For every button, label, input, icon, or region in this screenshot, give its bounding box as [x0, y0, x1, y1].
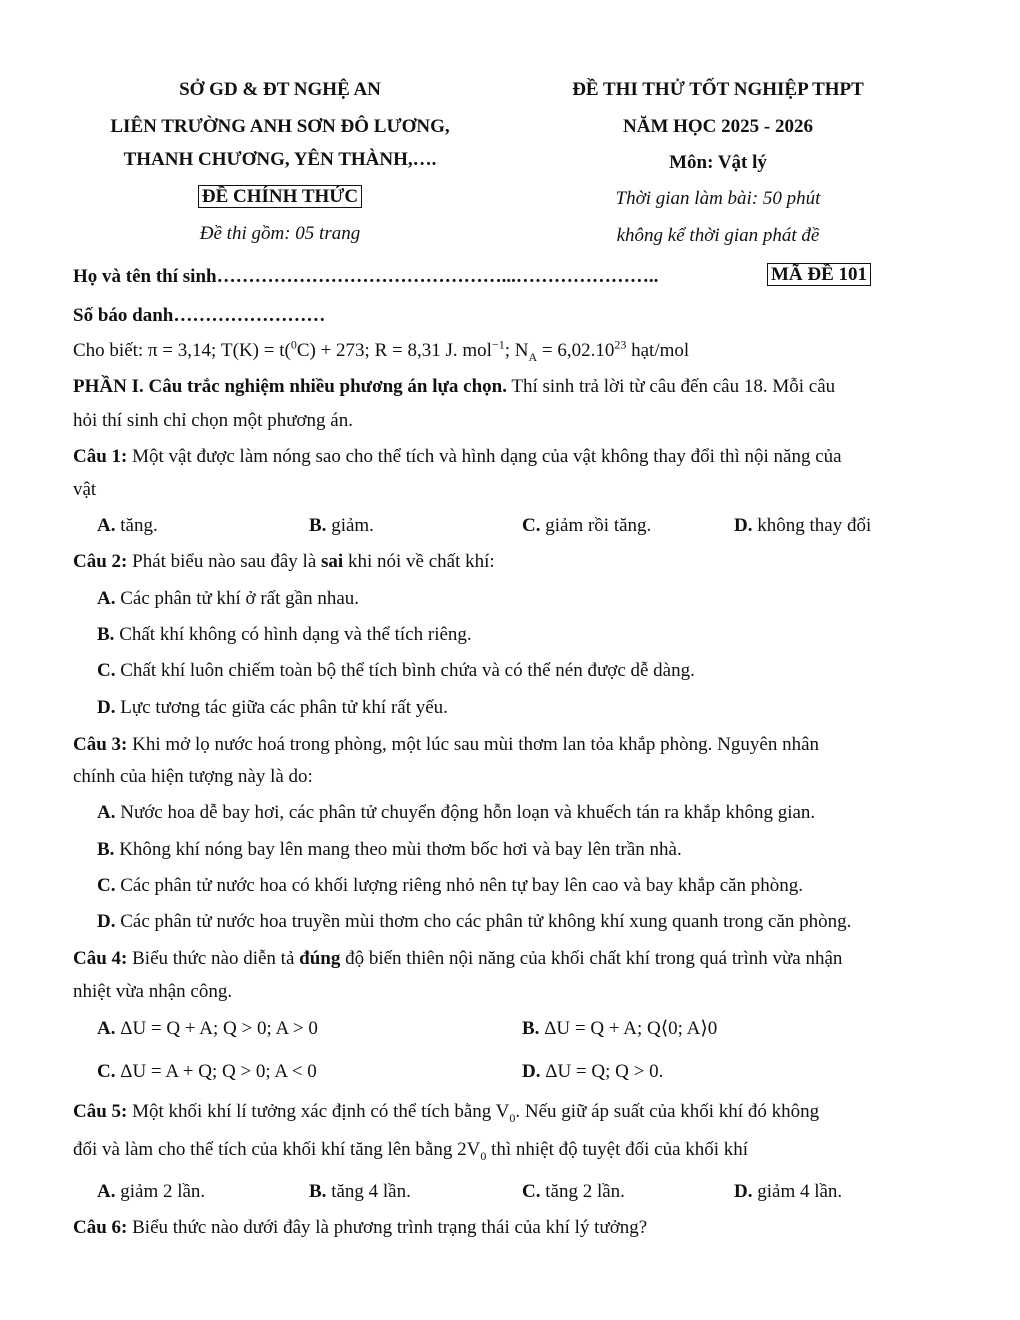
header-school-2: THANH CHƯƠNG, YÊN THÀNH,….: [123, 149, 437, 170]
q2-option-b: B. Chất khí không có hình dạng và thể tích riêng.: [97, 624, 472, 645]
official-label: ĐỀ CHÍNH THỨC: [198, 185, 362, 208]
question-5-label: Câu 5:: [73, 1101, 128, 1122]
question-5: [73, 1100, 819, 1124]
question-3-label: Câu 3:: [73, 734, 128, 755]
question-1-text: Một vật được làm nóng sao cho thể tích và hình dạng của vật không thay đổi thì nội năng của: [127, 446, 842, 467]
question-5-text-a: Một khối khí lí tưởng xác định có thể tích bằng V: [127, 1101, 510, 1122]
question-3-text-2: chính của hiện tượng này là do:: [73, 766, 313, 787]
q5-option-c: C. tăng 2 lần.: [522, 1181, 625, 1202]
part1-instructions: Thí sinh trả lời từ câu đến câu 18. Mỗi câu: [506, 376, 836, 397]
question-5-text-c: đổi và làm cho thể tích của khối khí tăng lên bằng 2V: [73, 1139, 481, 1160]
school-year: NĂM HỌC 2025 - 2026: [623, 116, 813, 137]
question-2-emphasis: sai: [321, 551, 344, 572]
part1-instructions-2: hỏi thí sinh chỉ chọn một phương án.: [73, 410, 353, 431]
question-5-sub-0b: 0: [480, 1148, 487, 1163]
q5-option-a: A. giảm 2 lần.: [97, 1181, 206, 1202]
given-sup-0: 0: [290, 337, 297, 352]
given-sub-a: A: [528, 349, 538, 364]
q1-option-b: B. giảm.: [309, 515, 374, 536]
given-constants: [73, 339, 689, 363]
exam-title: ĐỀ THI THỬ TỐT NGHIỆP THPT: [572, 79, 864, 100]
question-2-text-a: Phát biểu nào sau đây là: [127, 551, 322, 572]
q4-option-c: C. ΔU = A + Q; Q > 0; A < 0: [97, 1061, 317, 1082]
candidate-id-line: Số báo danh……………………: [73, 305, 326, 326]
header-dept: SỞ GD & ĐT NGHỆ AN: [179, 79, 381, 100]
given-mid-3: = 6,02.10: [537, 340, 615, 361]
given-mid-2: ; N: [504, 340, 529, 361]
question-3-text: Khi mở lọ nước hoá trong phòng, một lúc sau mùi thơm lan tỏa khắp phòng. Nguyên nhân: [127, 734, 820, 755]
question-4-text-b: độ biến thiên nội năng của khối chất khí trong quá trình vừa nhận: [340, 948, 843, 969]
q4-option-a: A. ΔU = Q + A; Q > 0; A > 0: [97, 1018, 318, 1039]
q1-option-a: A. tăng.: [97, 515, 158, 536]
q3-option-c: C. Các phân tử nước hoa có khối lượng riêng nhỏ nên tự bay lên cao và bay khắp căn phòng.: [97, 875, 804, 896]
q4-option-b: B. ΔU = Q + A; Q⟨0; A⟩0: [522, 1018, 718, 1039]
question-5-line-2: [73, 1138, 748, 1162]
question-4-text-2: nhiệt vừa nhận công.: [73, 981, 233, 1002]
part1-heading: [73, 375, 835, 399]
q1-option-d: D. không thay đổi: [734, 515, 872, 536]
q3-option-b: B. Không khí nóng bay lên mang theo mùi thơm bốc hơi và bay lên trần nhà.: [97, 839, 682, 860]
q3-option-a: A. Nước hoa dễ bay hơi, các phân tử chuyển động hỗn loạn và khuếch tán ra khắp không gian.: [97, 802, 816, 823]
question-2-label: Câu 2:: [73, 551, 128, 572]
question-6-text: Biểu thức nào dưới đây là phương trình trạng thái của khí lý tưởng?: [127, 1217, 648, 1238]
time-note: không kể thời gian phát đề: [616, 225, 820, 246]
time-limit: Thời gian làm bài: 50 phút: [615, 188, 821, 209]
question-4-text-a: Biểu thức nào diễn tả: [127, 948, 300, 969]
q2-option-a: A. Các phân tử khí ở rất gần nhau.: [97, 588, 360, 609]
given-mid-1: C) + 273; R = 8,31 J. mol: [296, 340, 492, 361]
question-3: [73, 733, 819, 757]
q2-option-d: D. Lực tương tác giữa các phân tử khí rất yếu.: [97, 697, 448, 718]
question-1: [73, 445, 842, 469]
question-1-text-2: vật: [73, 479, 97, 500]
q4-option-d: D. ΔU = Q; Q > 0.: [522, 1061, 664, 1082]
exam-code: MÃ ĐỀ 101: [767, 263, 871, 286]
page-count: Đề thi gồm: 05 trang: [199, 223, 361, 244]
q5-option-b: B. tăng 4 lần.: [309, 1181, 411, 1202]
given-prefix: Cho biết: π = 3,14; T(K) = t(: [73, 340, 291, 361]
question-4: [73, 947, 842, 971]
question-5-sub-0: 0: [509, 1110, 516, 1125]
question-2-text-b: khi nói về chất khí:: [343, 551, 495, 572]
candidate-name-line: Họ và tên thí sinh………………………………………...…………………..: [73, 266, 659, 287]
q3-option-d: D. Các phân tử nước hoa truyền mùi thơm cho các phân tử không khí xung quanh trong căn phòng.: [97, 911, 852, 932]
question-6-label: Câu 6:: [73, 1217, 128, 1238]
question-2: [73, 550, 495, 574]
question-1-label: Câu 1:: [73, 446, 128, 467]
question-5-text-d: thì nhiệt độ tuyệt đối của khối khí: [486, 1139, 749, 1160]
subject: Môn: Vật lý: [669, 152, 767, 173]
q5-option-d: D. giảm 4 lần.: [734, 1181, 843, 1202]
question-5-text-b: . Nếu giữ áp suất của khối khí đó không: [515, 1101, 820, 1122]
given-suffix: hạt/mol: [626, 340, 690, 361]
part1-title: PHẦN I. Câu trắc nghiệm nhiều phương án lựa chọn.: [73, 376, 507, 397]
question-4-emphasis: đúng: [299, 948, 341, 969]
exam-code-box: [767, 263, 871, 287]
official-stamp: [80, 185, 480, 209]
header-school-1: LIÊN TRƯỜNG ANH SƠN ĐÔ LƯƠNG,: [110, 116, 450, 137]
q2-option-c: C. Chất khí luôn chiếm toàn bộ thể tích bình chứa và có thể nén được dễ dàng.: [97, 660, 695, 681]
question-6: [73, 1216, 647, 1240]
given-sup-23: 23: [614, 337, 627, 352]
q1-option-c: C. giảm rồi tăng.: [522, 515, 652, 536]
question-4-label: Câu 4:: [73, 948, 128, 969]
given-sup-minus1: −1: [491, 337, 505, 352]
